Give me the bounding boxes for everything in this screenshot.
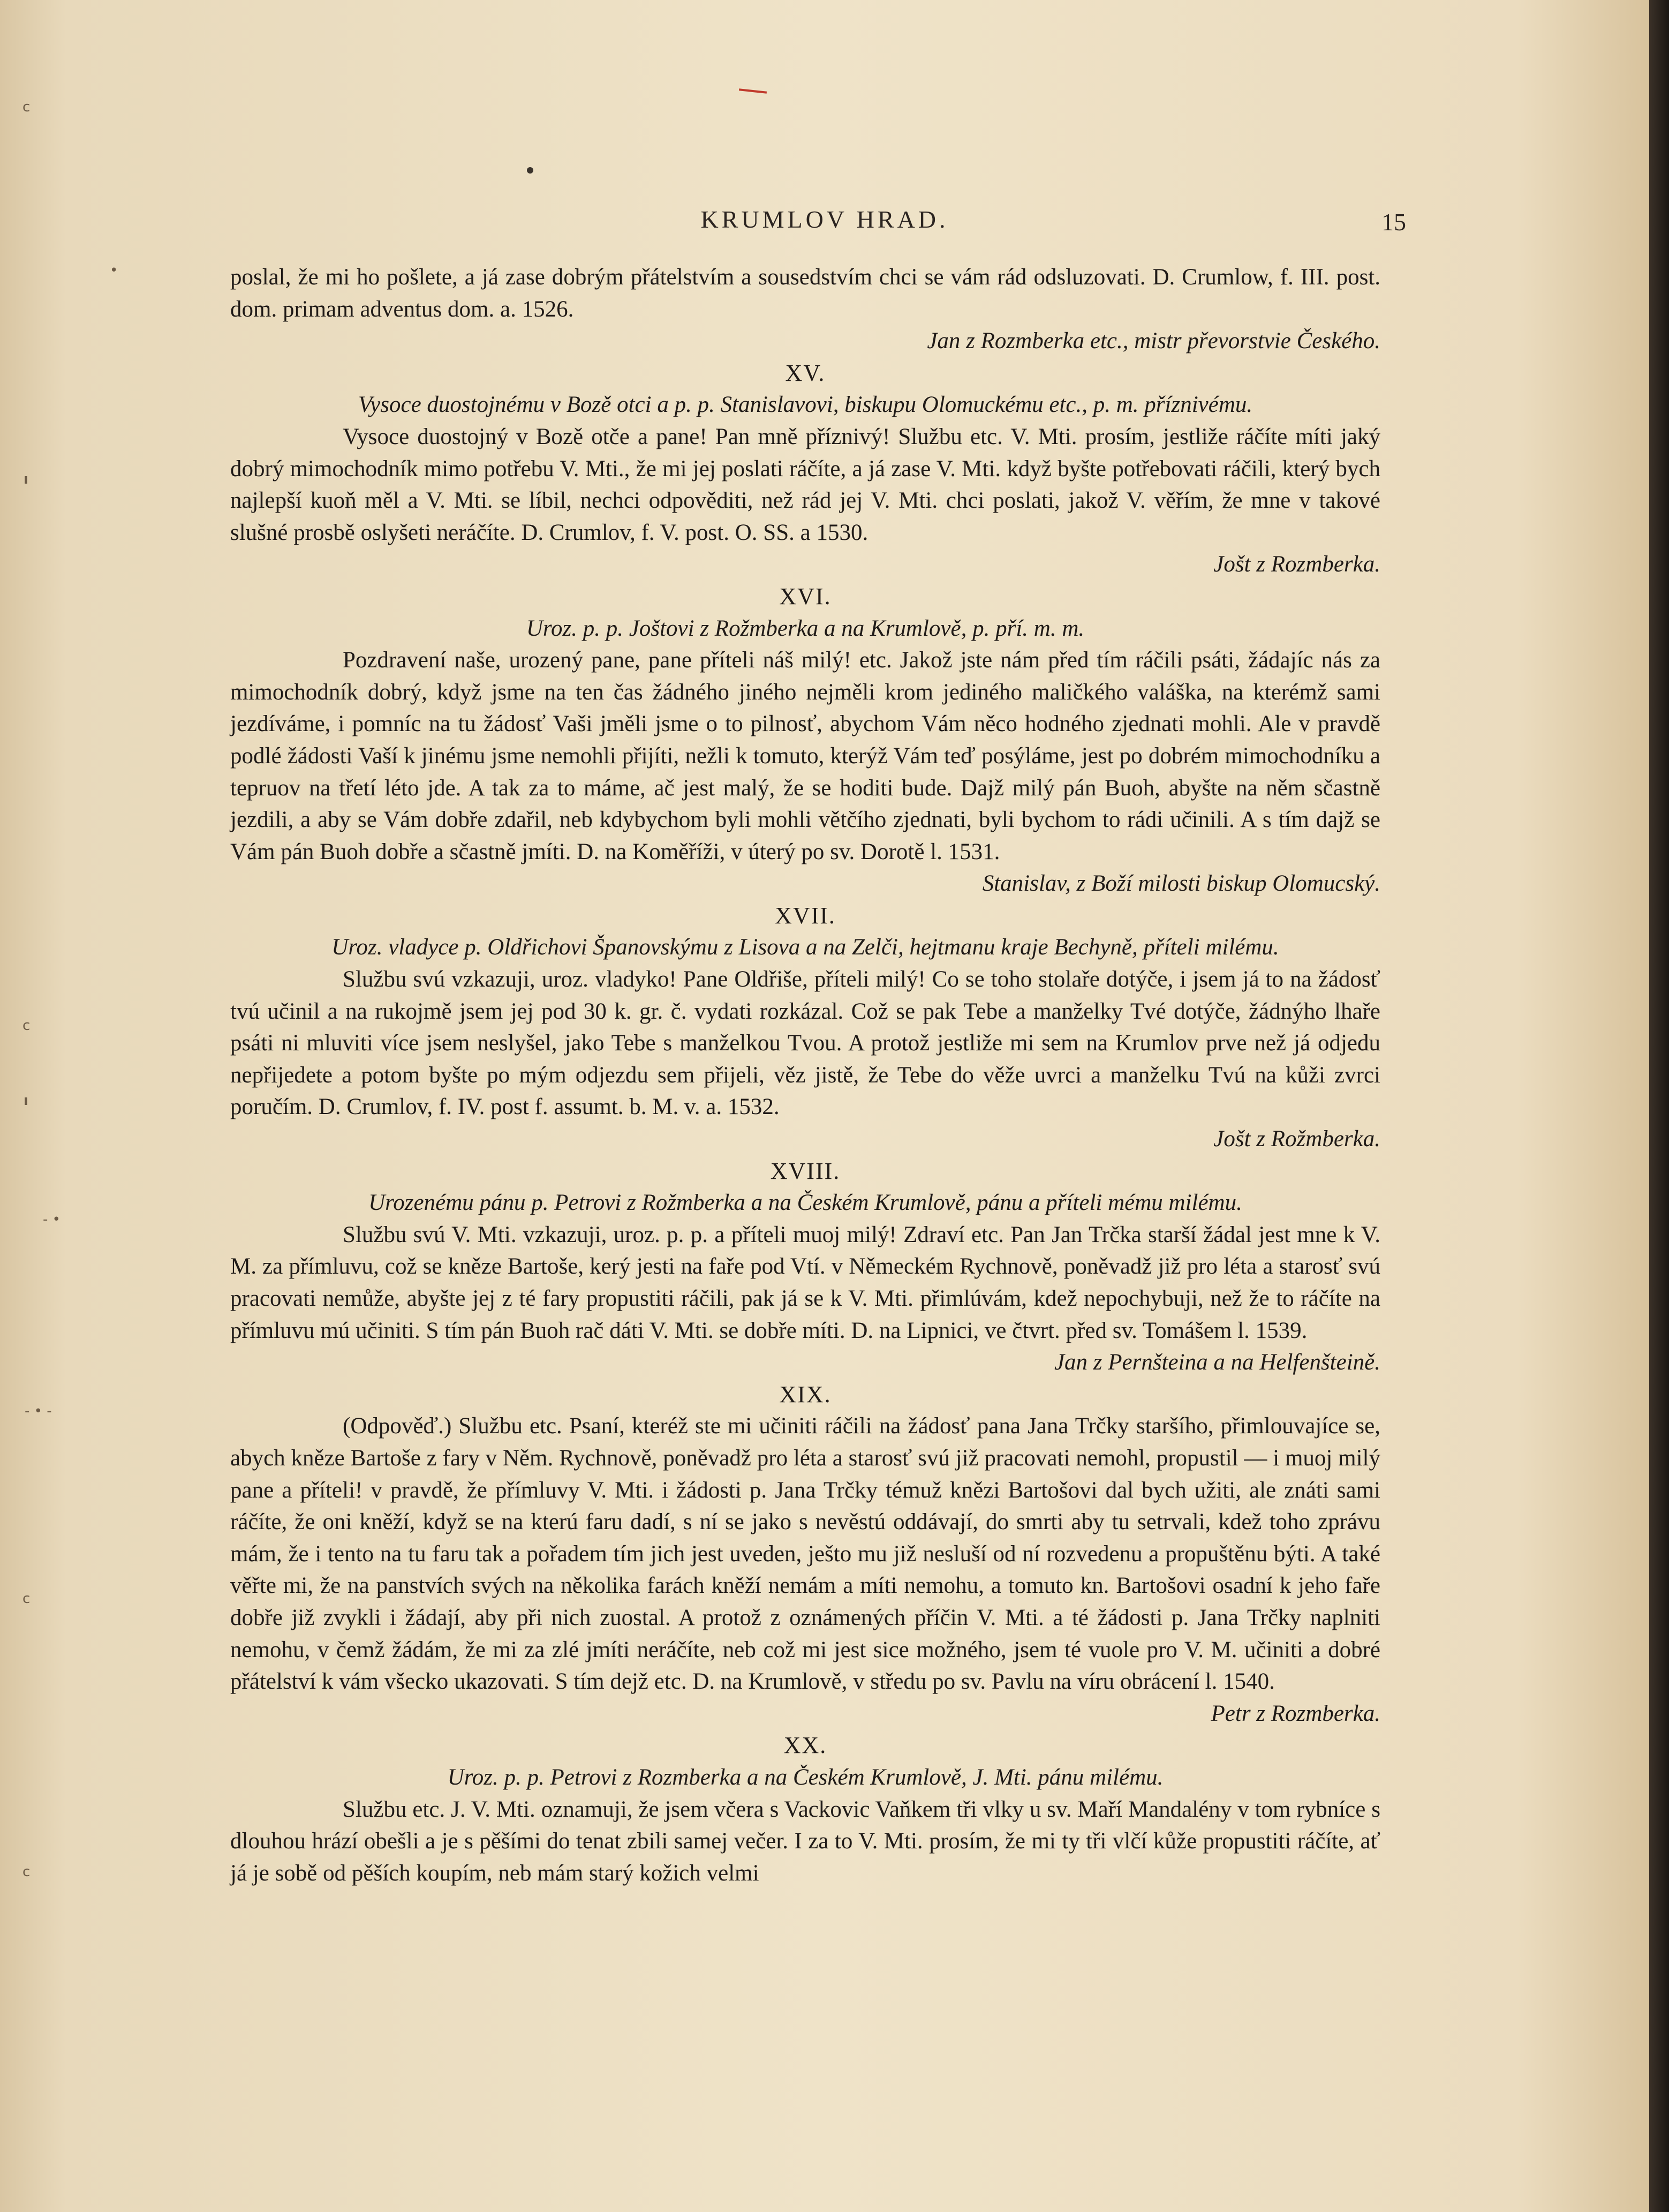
letter-number: XX. <box>783 1732 827 1759</box>
letter-signature: Jan z Rozmberka etc., mistr převorstvie Českého. <box>927 328 1380 354</box>
letter-body: Službu svú vzkazuji, uroz. vladyko! Pane Oldřiše, příteli milý! Co se toho stolaře dotýče, i jsem já to na žádosť tvú učinil a na rukojmě jsem jej pod 30 k. gr. č. vydati rozkázal. Což se pak Tebe a manželky Tvé dotýče, žádnýho lhaře psáti ni mluviti více jsem neslyšel, jako Tebe s manželkou Tvou. A protož jestliže mi sem na Krumlov prve než já odjedu nepřijedete a potom byšte po mým odjezdu sem přijeli, věz jistě, že Tebe do věže uvrci a manželku Tvú na kůži zvrci poručím. D. Crumlov, f. IV. post f. assumt. b. M. v. a. 1532. <box>230 967 1380 1120</box>
margin-mark: c <box>22 1864 31 1880</box>
letter-signature: Jan z Pernšteina a na Helfenšteině. <box>1054 1350 1380 1375</box>
margin-mark: c <box>22 1018 31 1034</box>
red-ink-mark <box>739 88 767 93</box>
letter-body: (Odpověď.) Službu etc. Psaní, kteréž ste mi učiniti ráčili na žádosť pana Jana Trčky staršího, přimlouvajíce se, abych kněze Bartoše z fary v Něm. Rychnově, poněvadž pro léta a starosť svú již pracovati nemohl, propustil — i muoj milý pane a příteli! v pravdě, že přímluvy V. Mti. i žádosti p. Jana Trčky témuž knězi Bartošovi dal bych užiti, ale znáti sami ráčíte, že oni kněží, když se na kterú faru dadí, s ní se jako s nevěstú oddávají, do smrti aby tu setrvali, kdež toho zprávu mám, že i tento na tu faru tak a pořadem tím jich jest uveden, ješto mu již nesluší od ní rozvedenu a propuštěnu býti. A také věřte mi, že na panstvích svých na několika farách kněží nemám a míti nemohu, a tomuto kn. Bartošovi osadní k jeho faře dobře již zvykli i žádají, aby při nich zuostal. A protož z oznámených příčin V. Mti. a té žádosti p. Jana Trčky naplniti nemohu, v čemž žádám, že mi za zlé jmíti neráčíte, neb což mi jest sice možného, jsem té vuole pro V. M. učiniti a dobré přátelství k vám všecko ukazovati. S tím dejž etc. D. na Krumlově, v středu po sv. Pavlu na víru obrácení l. 1540. <box>230 1413 1380 1695</box>
margin-mark: c <box>22 99 31 115</box>
letter-address: Vysoce duostojnému v Bozě otci a p. p. Stanislavovi, biskupu Olomuckému etc., p. m. příznivému. <box>358 392 1253 418</box>
page-text <box>230 261 1380 1889</box>
letter-number: XVI. <box>779 583 832 610</box>
margin-mark: ı <box>24 471 28 487</box>
letter-number: XIX. <box>779 1381 832 1408</box>
letter-body: Službu etc. J. V. Mti. oznamuji, že jsem včera s Vackovic Vaňkem tři vlky u sv. Maří Mandalény v tom rybníce s dlouhou hrází obešli a je s pěšími do tenat zbili samej večer. I za to V. Mti. prosím, že mi ty tři vlčí kůže propustiti ráčíte, ať já je sobě od pěších koupím, neb mám starý kožich velmi <box>230 1796 1380 1886</box>
margin-mark: • <box>110 262 118 279</box>
letter-body: Vysoce duostojný v Bozě otče a pane! Pan mně příznivý! Službu etc. V. Mti. prosím, jestliže ráčíte míti jaký dobrý mimochodník mimo potřebu V. Mti., že mi jej poslati ráčíte, a já zase V. Mti. když byšte potřebovati ráčili, který bych najlepší kuoň měl a V. Mti. se líbil, nechci odpověditi, než rád jej V. Mti. chci poslati, jakož V. věřím, že mne v takové slušné prosbě oslyšeti neráčíte. D. Crumlov, f. V. post. O. SS. a 1530. <box>230 424 1380 545</box>
letter-signature: Petr z Rozmberka. <box>1211 1701 1380 1726</box>
letter-body: Pozdravení naše, urozený pane, pane příteli náš milý! etc. Jakož jste nám před tím ráčili psáti, žádajíc nás za mimochodník dobrý, když jsme na ten čas žádného jiného nejměli krom jediného maličkého valáška, na kterémž sami jezdíváme, i pomníc na tu žádosť Vaši jměli jsme o to pilnosť, abychom Vám něco hodného zjednati mohli. Ale v pravdě podlé žádosti Vaší k jinému jsme nemohli přijíti, nežli k tomuto, kterýž Vám teď posýláme, jest po dobrém mimochodníku a tepruov na třetí léto jde. A tak za to máme, ač jest malý, že se hoditi bude. Dajž milý pán Buoh, abyšte na něm sčastně jezdili, a aby se Vám dobře zdařil, neb kdybychom byli mohli větčího zjednati, byli bychom to rádi učinili. A s tím dajž se Vám pán Buoh dobře a sčastně jmíti. D. na Koměříži, v úterý po sv. Dorotě l. 1531. <box>230 648 1380 864</box>
page-edge-shadow <box>1649 0 1669 2212</box>
letter-number: XV. <box>785 359 826 386</box>
letter-body: poslal, že mi ho pošlete, a já zase dobrým přátelstvím a sousedstvím chci se vám rád odsluzovati. D. Crumlow, f. III. post. dom. primam adventus dom. a. 1526. <box>230 265 1380 322</box>
letter-address: Uroz. p. p. Joštovi z Rožmberka a na Krumlově, p. pří. m. m. <box>526 615 1085 641</box>
letter-body: Službu svú V. Mti. vzkazuji, uroz. p. p. a příteli muoj milý! Zdraví etc. Pan Jan Trčka starší žádal jest mne k V. M. za přímluvu, což se kněze Bartoše, kerý jesti na faře pod Vtí. v Německém Rychnově, poněvadž již pro léta a starosť svú pracovati nemůže, abyšte jej z té fary propustiti ráčili, pak já se k V. Mti. přimlúvám, kdež nepochybuji, než že to ráčíte na přímluvu mú učiniti. S tím pán Buoh rač dáti V. Mti. se dobře míti. D. na Lipnici, ve čtvrt. před sv. Tomášem l. 1539. <box>230 1222 1380 1343</box>
margin-mark: c <box>22 1591 31 1607</box>
margin-mark: ı <box>24 1093 28 1109</box>
letter-signature: Jošt z Rozmberka. <box>1213 552 1380 577</box>
letter-address: Uroz. vladyce p. Oldřichovi Španovskýmu z Lisova a na Zelči, hejtmanu kraje Bechyně, příteli milému. <box>331 935 1279 960</box>
ink-dot <box>527 167 533 174</box>
letter-address: Uroz. p. p. Petrovi z Rozmberka a na Českém Krumlově, J. Mti. pánu milému. <box>447 1764 1164 1790</box>
margin-mark: - • <box>43 1212 61 1228</box>
page-number: 15 <box>1381 208 1406 236</box>
letter-address: Urozenému pánu p. Petrovi z Rožmberka a na Českém Krumlově, pánu a příteli mému milému. <box>368 1190 1242 1216</box>
margin-mark: - • - <box>25 1403 52 1419</box>
letter-signature: Jošt z Rožmberka. <box>1213 1126 1380 1152</box>
letter-signature: Stanislav, z Boží milosti biskup Olomucský. <box>982 871 1380 897</box>
letter-number: XVIII. <box>770 1157 841 1184</box>
letter-number: XVII. <box>775 902 836 929</box>
running-title: KRUMLOV HRAD. <box>700 206 949 233</box>
